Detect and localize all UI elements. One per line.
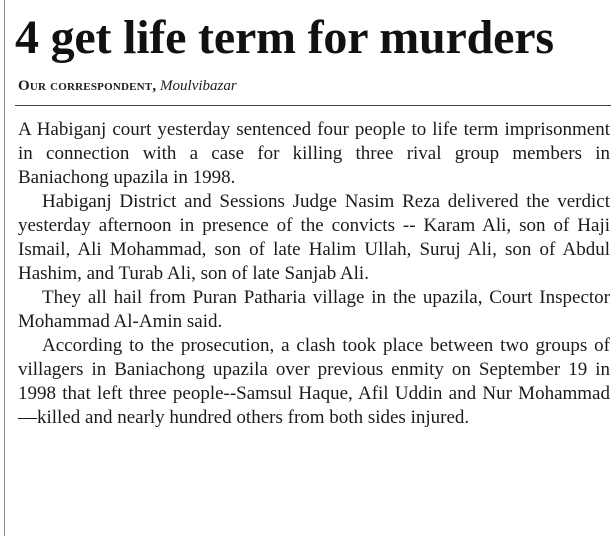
- article-body: [18, 118, 610, 430]
- byline-location: Moulvibazar: [160, 78, 237, 94]
- headline-divider: [15, 105, 611, 106]
- paragraph-1: A Habiganj court yesterday sentenced four people to life term imprisonment in connection with a case for killing three rival group members in Baniachong upazila in 1998.: [18, 119, 610, 188]
- paragraph-4: According to the prosecution, a clash took place between two groups of villagers in Baniachong upazila over previous enmity on September 19 in 1998 that left three people--Samsul Haque, Afil Uddin and Nur Mohammad—killed and nearly hundred others from both sides injured.: [18, 335, 610, 428]
- paragraph-2: Habiganj District and Sessions Judge Nasim Reza delivered the verdict yesterday afternoon in presence of the convicts -- Karam Ali, son of Haji Ismail, Ali Mohammad, son of late Halim Ullah, Suruj Ali, son of Abdul Hashim, and Turab Ali, son of late Sanjab Ali.: [18, 191, 610, 284]
- headline: 4 get life term for murders: [15, 11, 554, 64]
- byline: [18, 76, 237, 96]
- paragraph-3: They all hail from Puran Patharia village in the upazila, Court Inspector Mohammad Al-Amin said.: [18, 287, 610, 332]
- byline-author: Our correspondent,: [18, 78, 157, 94]
- column-rule: [4, 0, 5, 536]
